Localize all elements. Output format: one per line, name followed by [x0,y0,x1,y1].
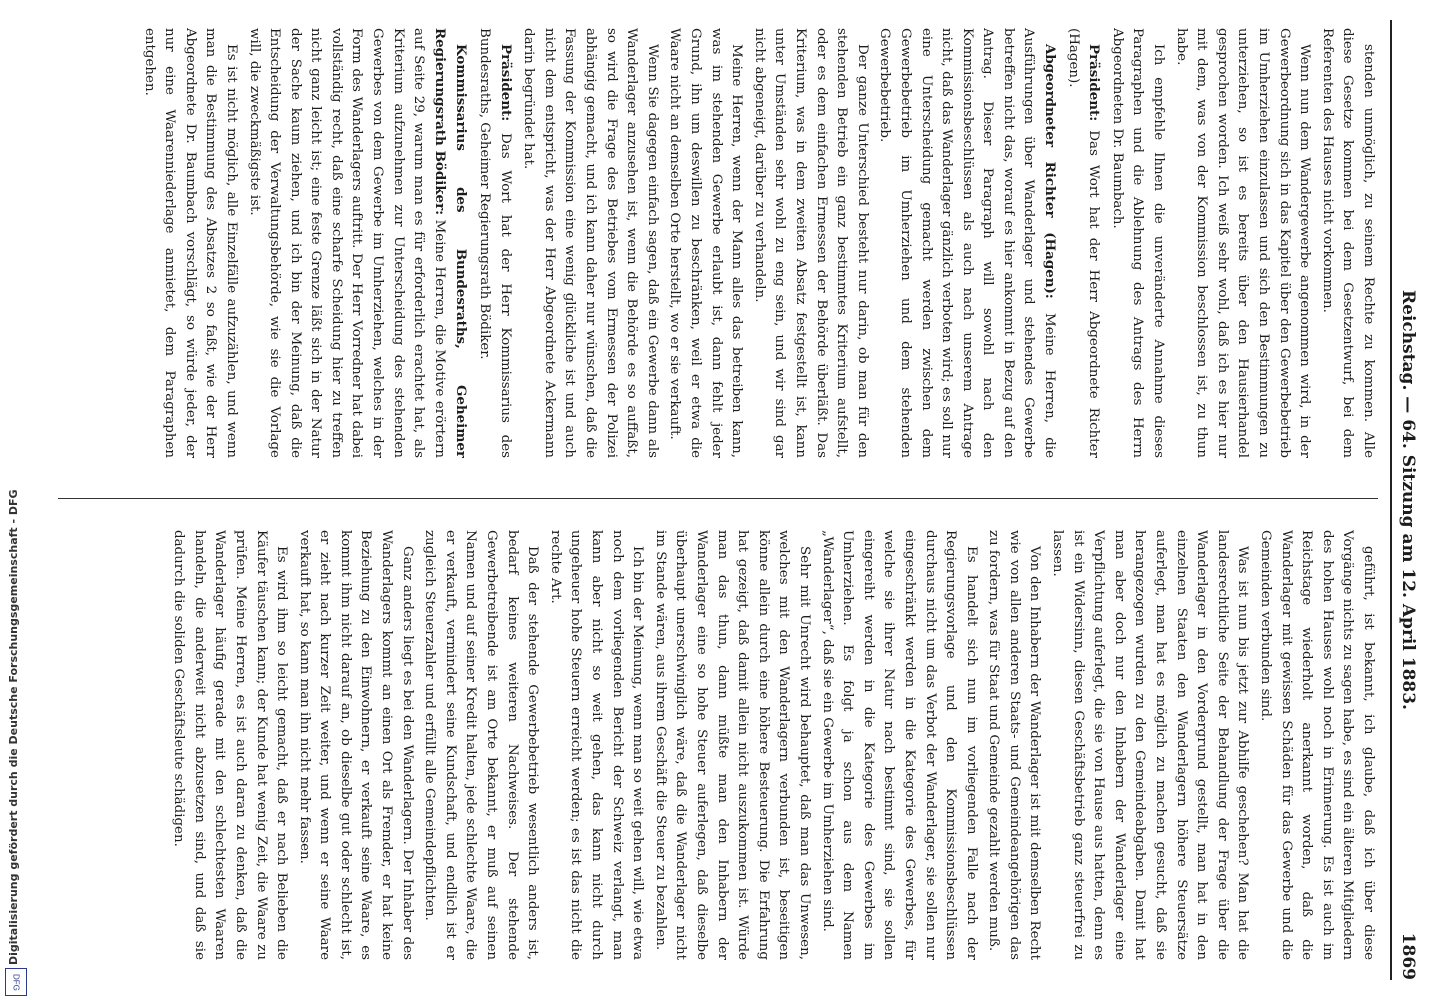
paragraph-text: Der ganze Unterschied besteht nur darin, ob man für den stehenden Betrieb ein ganz bestimmtes Kriterium aufstellt, oder es dem einfachen Ermessen der Behörde überläßt. Das Kriterium, was in dem zweiten Absatz festgestellt ist, kann unter Umständen sehr wohl zu eng sein, und wir sind gar nicht abgeneigt, darüber zu verhandeln. [751,28,870,458]
speech-paragraph [1062,28,1104,458]
page-number: 1869 [1398,932,1418,980]
speaker-name: Präsident: [1086,44,1103,122]
text-paragraph [664,28,746,458]
text-paragraph [168,530,292,960]
paragraph-text: Das Wort hat der Herr Abgeordnete Richter (Hagen). [1065,28,1102,458]
page-title: Reichstag. — 64. Sitzung am 12. April 1883. [1398,290,1418,710]
paragraph-text: Was ist nun bis jetzt zur Abhilfe geschehen? Man hat die landesrechtliche Seite der Behandlung der Frage über die Wanderlager in den Vordergrund gestellt, man hat in den einzelnen Staaten den Wanderlagern höhere Steuersätze auferlegt, man hat es möglich zu machen gesucht, daß sie herangezogen wurden zu den Gemeindeabgaben. Damit hat man aber doch nur den Inhabern der Wanderlager eine Verpflichtung auferlegt, die sie von Hause aus hatten, denn es ist ein Widersinn, diesen Geschäftsbetrieb ganz steuerfrei zu lassen. [1050,530,1251,960]
page-header [1390,20,1420,980]
speech-paragraph [473,28,515,458]
paragraph-text: Es handelt sich nun im vorliegenden Falle nach der Regierungsvorlage und den Kommissionsbeschlüssen durchaus nicht um das Verbot der Wanderlager, sie sollen nur eingeschränkt werden in die Kategorie des Gewerbes, für welche sie ihrer Natur nach bestimmt sind, sie sollen eingereiht werden in die Kategorie des Gewerbes im Umherziehen. Es folgt ja schon aus dem Namen „Wanderlager“, daß sie ein Gewerbe im Umherziehen sind. [819,530,979,960]
paragraph-text: Daß der stehende Gewerbebetrieb wesentlich anders ist, bedarf keines weiteren Nachweises. Der stehende Gewerbetreibende ist am Orte bekannt, er muß auf seinen Namen und auf seiner Kredit halten, jede schlechte Waare, die er verkauft, vermindert seine Kundschaft, und endlich ist er zugleich Steuerzahler und erfüllt alle Gemeindepflichten. [422,530,541,960]
paragraph-text: Meine Herren, die Motive erörtern auf Seite 29, warum man es für erforderlich erachtet hat, als Kriterium aufzunehmen zur Unterscheidung des stehenden Gewerbes von dem Gewerbe im Umherziehen, welches in der Form des Wanderlagers auftritt. Der Herr Vorredner hat dabei vollständig recht, daß eine scharfe Scheidung hier zu treffen nicht ganz leicht ist; eine feste Grenze läßt sich in der Natur der Sache kaum ziehen, und ich bin der Meinung, daß die Entscheidung der Verwaltungsbehörde, wie sie die Vorlage will, die zweckmäßigste ist. [246,28,447,458]
column-divider [58,498,1378,499]
text-paragraph [293,530,417,960]
digitization-credit [0,0,32,1000]
paragraph-text: Wenn nun dem Wandergewerbe angenommen wird, in der Gewerbeordnung sich in das Kapitel über den Gewerbebetrieb im Umherziehen einzulassen und sich den Bestimmungen zu unterziehen, so ist es bereits über den Hausierhandel gesprochen worden. Ich weiß sehr wohl, daß ich es hier nur mit dem, was von der Kommission beschlossen ist, zu thun habe. [1173,28,1313,458]
paragraph-text: Wenn Sie dagegen einfach sagen, daß ein Gewerbe dann als Wanderlager anzusehen ist, wenn die Behörde es so auffaßt, so wird die Frage des Betriebes vom Ermessen der Polizei abhängig gemacht, und ich kann daher nur wünschen, daß die Fassung der Kommission eine wenig glückliche ist und auch nicht dem entspricht, was der Herr Abgeordnete Ackermann darin begründet hat. [521,28,660,458]
paragraph-text: stenden unmöglich, zu seinem Rechte zu kommen. Alle diese Gesetze kommen bei dem Gesetzentwurf, bei dem Referenten des Hauses nicht vorkommen. [1319,28,1376,458]
text-paragraph [419,530,543,960]
text-paragraph [138,28,241,458]
text-paragraph [544,530,647,960]
speaker-name: Kommissarius des Bundesraths, Geheimer Regierungsrath Bödiker: [431,28,470,458]
speech-paragraph [874,28,1060,458]
paragraph-text: Sehr mit Unrecht wird behauptet, daß man das Unwesen, welches mit den Wanderlagern verbunden ist, beseitigen könne allein durch eine höhere Besteuerung. Die Erfahrung hat gezeigt, daß damit allein nicht auszukommen ist. Würde man das thun, dann müßte man den Inhabern der Wanderlager eine so hohe Steuer auferlegen, daß dieselbe überhaupt unerschwinglich wäre, daß die Wanderlager nicht im Stande wären, aus ihrem Geschäft die Steuer zu bezahlen. [652,530,812,960]
credit-text: Digitalisierung gefördert durch die Deutsche Forschungsgemeinschaft - DFG [7,489,20,965]
paragraph-text: Ganz anders liegt es bei den Wanderlagern. Der Inhaber des Wanderlagers kommt an einen Ort als Fremder, er hat keine Beziehung zu den Einwohnern, er verkauft seine Waare, es kommt ihm nicht darauf an, ob dieselbe gut oder schlecht ist, er zieht nach kurzer Zeit weiter, und wenn er seine Waare verkauft hat, so kann man ihn nicht mehr fassen. [296,530,415,960]
text-paragraph [748,28,872,458]
text-paragraph [983,530,1045,960]
paragraph-text: Ich bin der Meinung, wenn man so weit gehen will, wie etwa noch dem vorliegenden Bericht der Schweiz verlangt, man kann aber nicht so weit gehen, das kann nicht durch ungeheuer hohe Steuern erreicht werden; es ist das nicht die rechte Art. [547,530,646,960]
text-paragraph [1254,530,1378,960]
paragraph-text: Meine Herren, die Ausführungen über Wanderlager und stehendes Gewerbe betreffen nicht das, worauf es hier ankommt in Bezug auf den Antrag. Dieser Paragraph will sowohl nach den Kommissionsbeschlüssen als auch nach unserem Antrage nicht, daß das Wanderlager gänzlich verboten wird; es soll nur eine Unterscheidung gemacht werden zwischen dem Gewerbebetrieb im Umherziehen und dem stehenden Gewerbebetrieb. [877,28,1058,458]
paragraph-text: Es wird ihm so leicht gemacht, daß er nach Belieben die Käufer täuschen kann; der Kunde hat wenig Zeit, die Waare zu prüfen. Meine Herren, es ist auch daran zu denken, daß die Wanderlager häufig gerade mit den schlechtesten Waaren handeln, die anderweit nicht abzusetzen sind, und daß sie dadurch die soliden Geschäftsleute schädigen. [171,530,290,960]
speech-paragraph [243,28,472,458]
text-paragraph [1170,28,1314,458]
text-paragraph [1047,530,1253,960]
text-column-right [48,530,1378,960]
dfg-logo: DFG [5,968,27,996]
paragraph-text: Meine Herren, wenn der Mann alles das betreiben kann, was im stehenden Gewerbe erlaubt ist, dann fehlt jeder Grund, ihn um deswillen zu beschränken, weil er etwa die Waare nicht an demselben Orte herstellt, wo er sie verkauft. [667,28,745,458]
text-paragraph [1316,28,1378,458]
speaker-name: Abgeordneter Richter (Hagen): [1042,44,1059,299]
paragraph-text: Von den Inhabern der Wanderlager ist mit demselben Recht wie von allen anderen Staats- und Gemeindeangehörigen das zu fordern, was für Staat und Gemeinde gezahlt werden muß. [986,530,1043,960]
paragraph-text: Ich empfehle Ihnen die unveränderte Annahme dieses Paragraphen und die Ablehnung des Antrags des Herrn Abgeordneten Dr. Baumbach. [1109,28,1167,458]
paragraph-text: geführt, ist bekannt, ich glaube, daß ich über diese Vorgänge nichts zu sagen habe, es sind ein älteren Mitgliedern des hohen Hauses wohl noch in Erinnerung. Es ist auch im Reichstage wiederholt anerkannt worden, daß die Wanderlager mit gewissen Schäden für das Gewerbe und die Gemeinden verbunden sind. [1258,530,1376,960]
text-paragraph [649,530,814,960]
text-paragraph [1106,28,1168,458]
text-paragraph [518,28,662,458]
paragraph-text: Es ist nicht möglich, alle Einzelfälle aufzuzählen, und wenn man die Bestimmung des Absatzes 2 so faßt, wie der Herr Abgeordnete Dr. Baumbach vorschlägt, so würde jeder, der nur eine Waarenniederlage anmietet, dem Paragraphen entgehen. [141,28,239,458]
rotated-page [34,0,1424,1000]
text-paragraph [816,530,981,960]
paragraph-text: Das Wort hat der Herr Kommissarius des Bundesraths, Geheimer Regierungsrath Bödiker. [477,28,513,458]
text-column-left [48,28,1378,458]
speaker-name: Präsident: [497,44,514,122]
